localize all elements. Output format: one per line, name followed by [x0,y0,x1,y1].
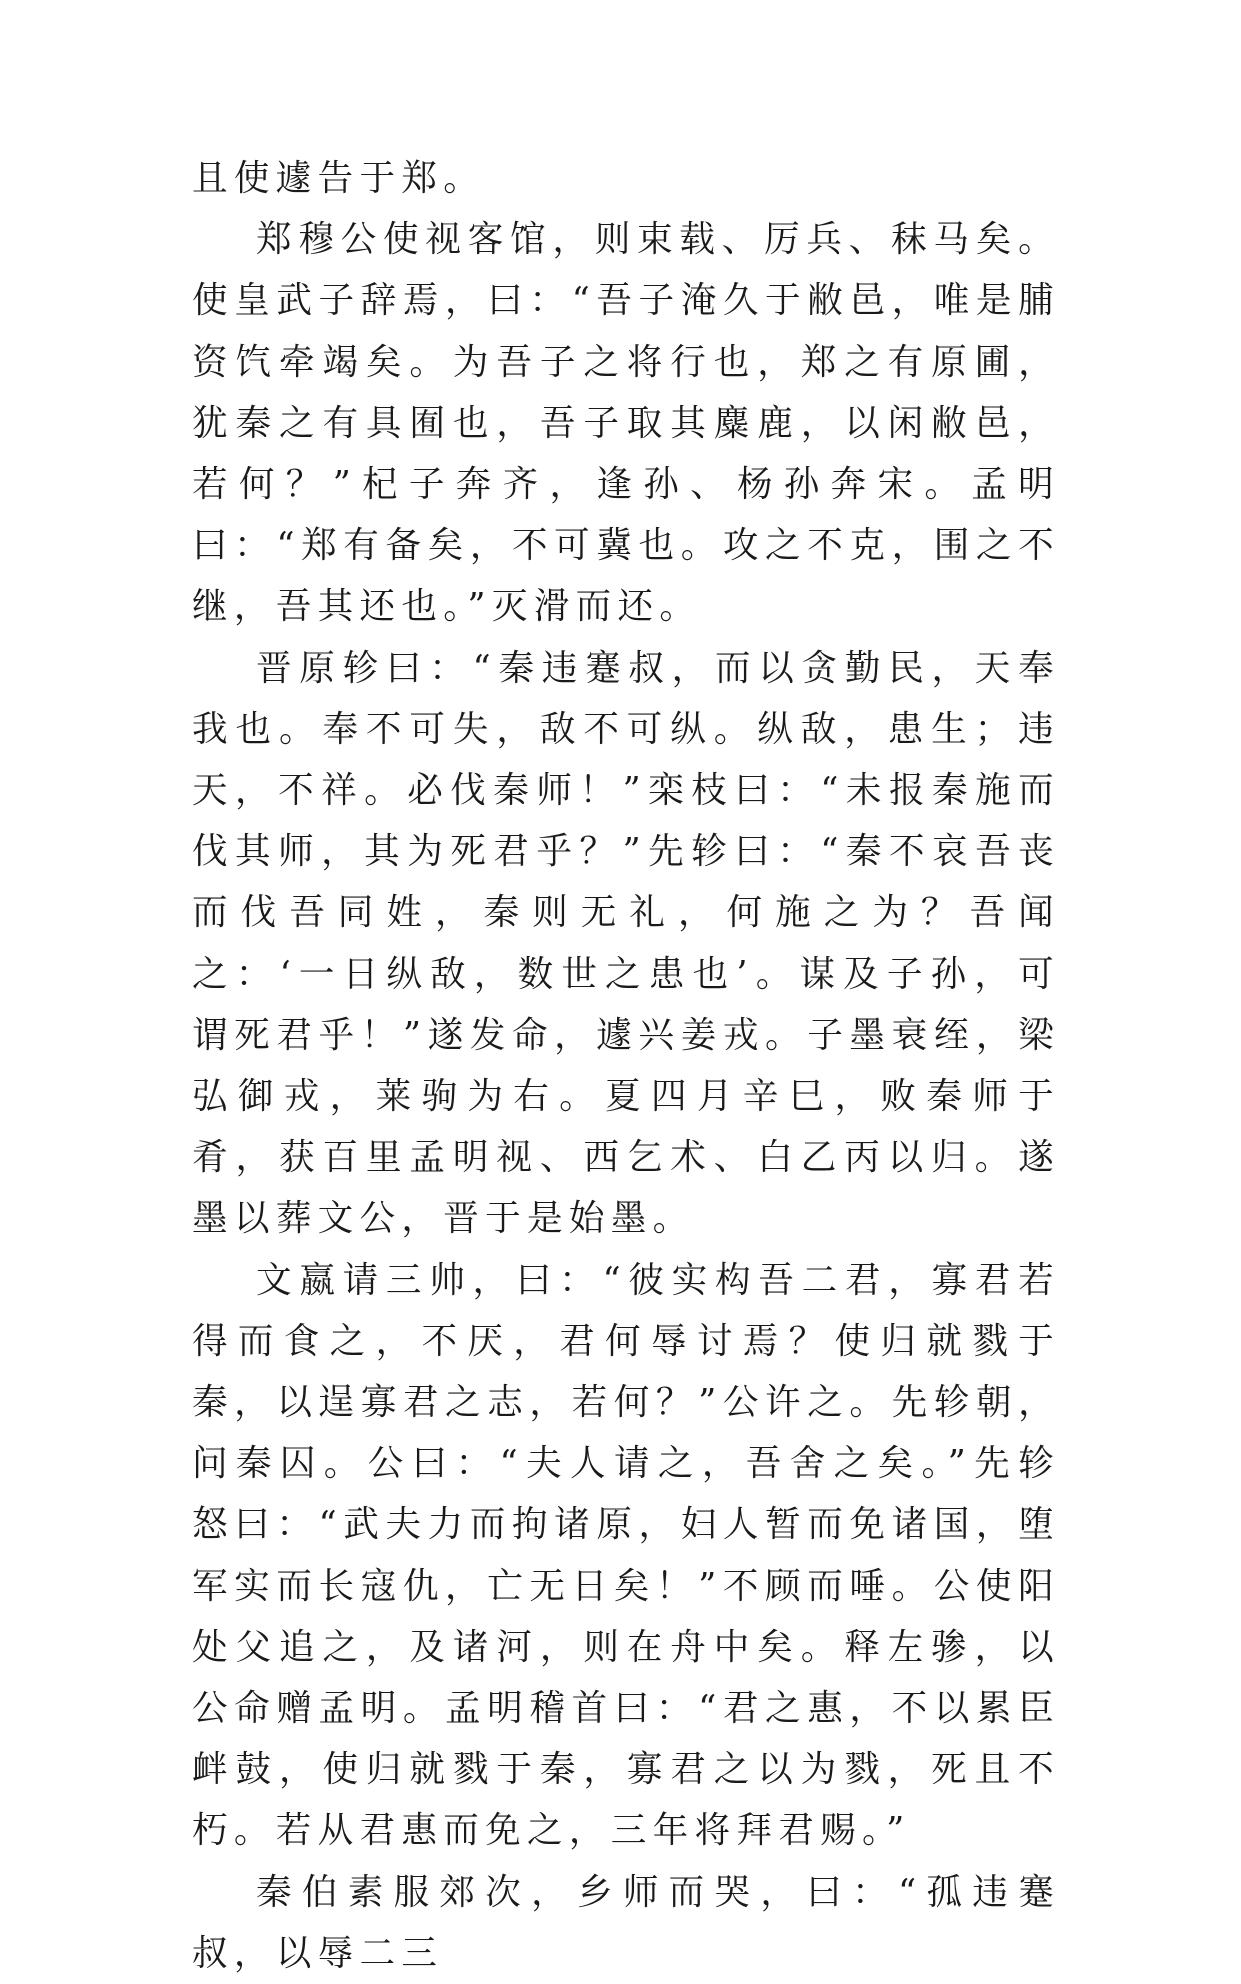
paragraph-5: 秦伯素服郊次，乡师而哭，曰：“孤违蹇叔，以辱二三 [192,1871,1060,1974]
paragraph-2: 郑穆公使视客馆，则束载、厉兵、秣马矣。使皇武子辞焉，曰：“吾子淹久于敝邑，唯是脯资饩牵竭矣。为吾子之将行也，郑之有原圃，犹秦之有具囿也，吾子取其麋鹿，以闲敝邑，若何？”杞子奔齐，逢孙、杨孙奔宋。孟明曰：“郑有备矣，不可冀也。攻之不克，围之不继，吾其还也。”灭滑而还。 [192,219,1060,628]
paragraph-1: 且使遽告于郑。 [192,158,486,199]
paragraph-3: 晋原轸曰：“秦违蹇叔，而以贪勤民，天奉我也。奉不可失，敌不可纵。纵敌，患生；违天，不祥。必伐秦师！”栾枝曰：“未报秦施而伐其师，其为死君乎？”先轸曰：“秦不哀吾丧而伐吾同姓，秦则无礼，何施之为？吾闻之：‘一日纵敌，数世之患也’。谋及子孙，可谓死君乎！”遂发命，遽兴姜戎。子墨衰绖，梁弘御戎，莱驹为右。夏四月辛巳，败秦师于肴，获百里孟明视、西乞术、白乙丙以归。遂墨以葬文公，晋于是始墨。 [192,647,1060,1240]
paragraph-4: 文嬴请三帅，曰：“彼实构吾二君，寡君若得而食之，不厌，君何辱讨焉？使归就戮于秦，以逞寡君之志，若何？”公许之。先轸朝，问秦囚。公曰：“夫人请之，吾舍之矣。”先轸怒曰：“武夫力而拘诸原，妇人暂而免诸国，堕军实而长寇仇，亡无日矣！”不顾而唾。公使阳处父追之，及诸河，则在舟中矣。释左骖，以公命赠孟明。孟明稽首曰：“君之惠，不以累臣衅鼓，使归就戮于秦，寡君之以为戮，死且不朽。若从君惠而免之，三年将拜君赐。” [192,1259,1060,1852]
document-body [192,148,1060,1984]
